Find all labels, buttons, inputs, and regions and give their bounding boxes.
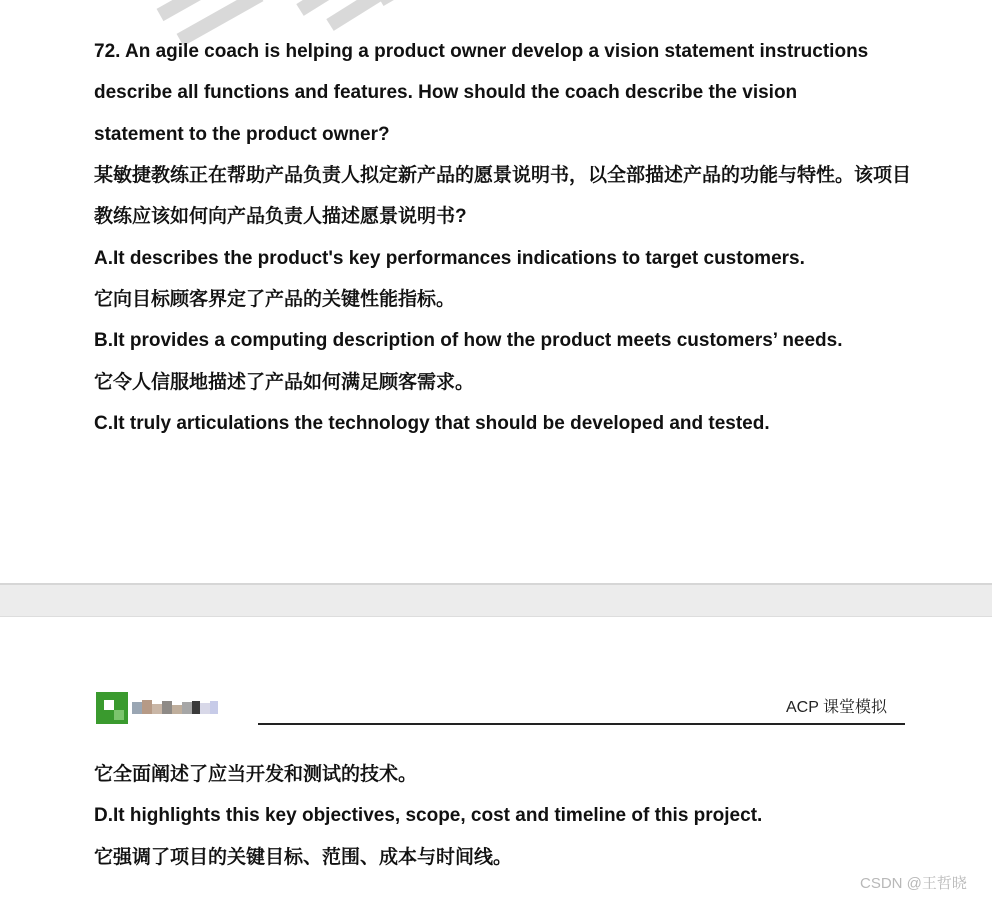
option-c-chinese: 它全面阐述了应当开发和测试的技术。 (94, 764, 418, 785)
option-c-english: C.It truly articulations the technology that should be developed and tested. (94, 413, 770, 434)
course-header-label: ACP 课堂模拟 (786, 699, 888, 716)
option-a-chinese: 它向目标顾客界定了产品的关键性能指标。 (94, 289, 456, 310)
option-b-english: B.It provides a computing description of how the product meets customers’ needs. (94, 330, 843, 351)
csdn-watermark: CSDN @王哲晓 (860, 875, 967, 892)
publisher-logo-icon (96, 692, 236, 724)
header-rule (258, 723, 905, 725)
option-d-english: D.It highlights this key objectives, scope, cost and timeline of this project. (94, 805, 763, 826)
question-line-3: statement to the product owner? (94, 124, 390, 145)
question-chinese-line-1: 某敏捷教练正在帮助产品负责人拟定新产品的愿景说明书，以全部描述产品的功能与特性。该项目 (94, 165, 912, 186)
option-a-english: A.It describes the product's key performances indications to target customers. (94, 248, 805, 269)
question-line-1: 72. An agile coach is helping a product owner develop a vision statement instructions (94, 41, 869, 62)
question-line-2: describe all functions and features. How should the coach describe the vision (94, 82, 798, 103)
option-d-chinese: 它强调了项目的关键目标、范围、成本与时间线。 (94, 847, 513, 868)
page-separator (0, 583, 992, 617)
question-chinese-line-2: 教练应该如何向产品负责人描述愿景说明书? (94, 206, 467, 227)
option-b-chinese: 它令人信服地描述了产品如何满足顾客需求。 (94, 372, 475, 393)
